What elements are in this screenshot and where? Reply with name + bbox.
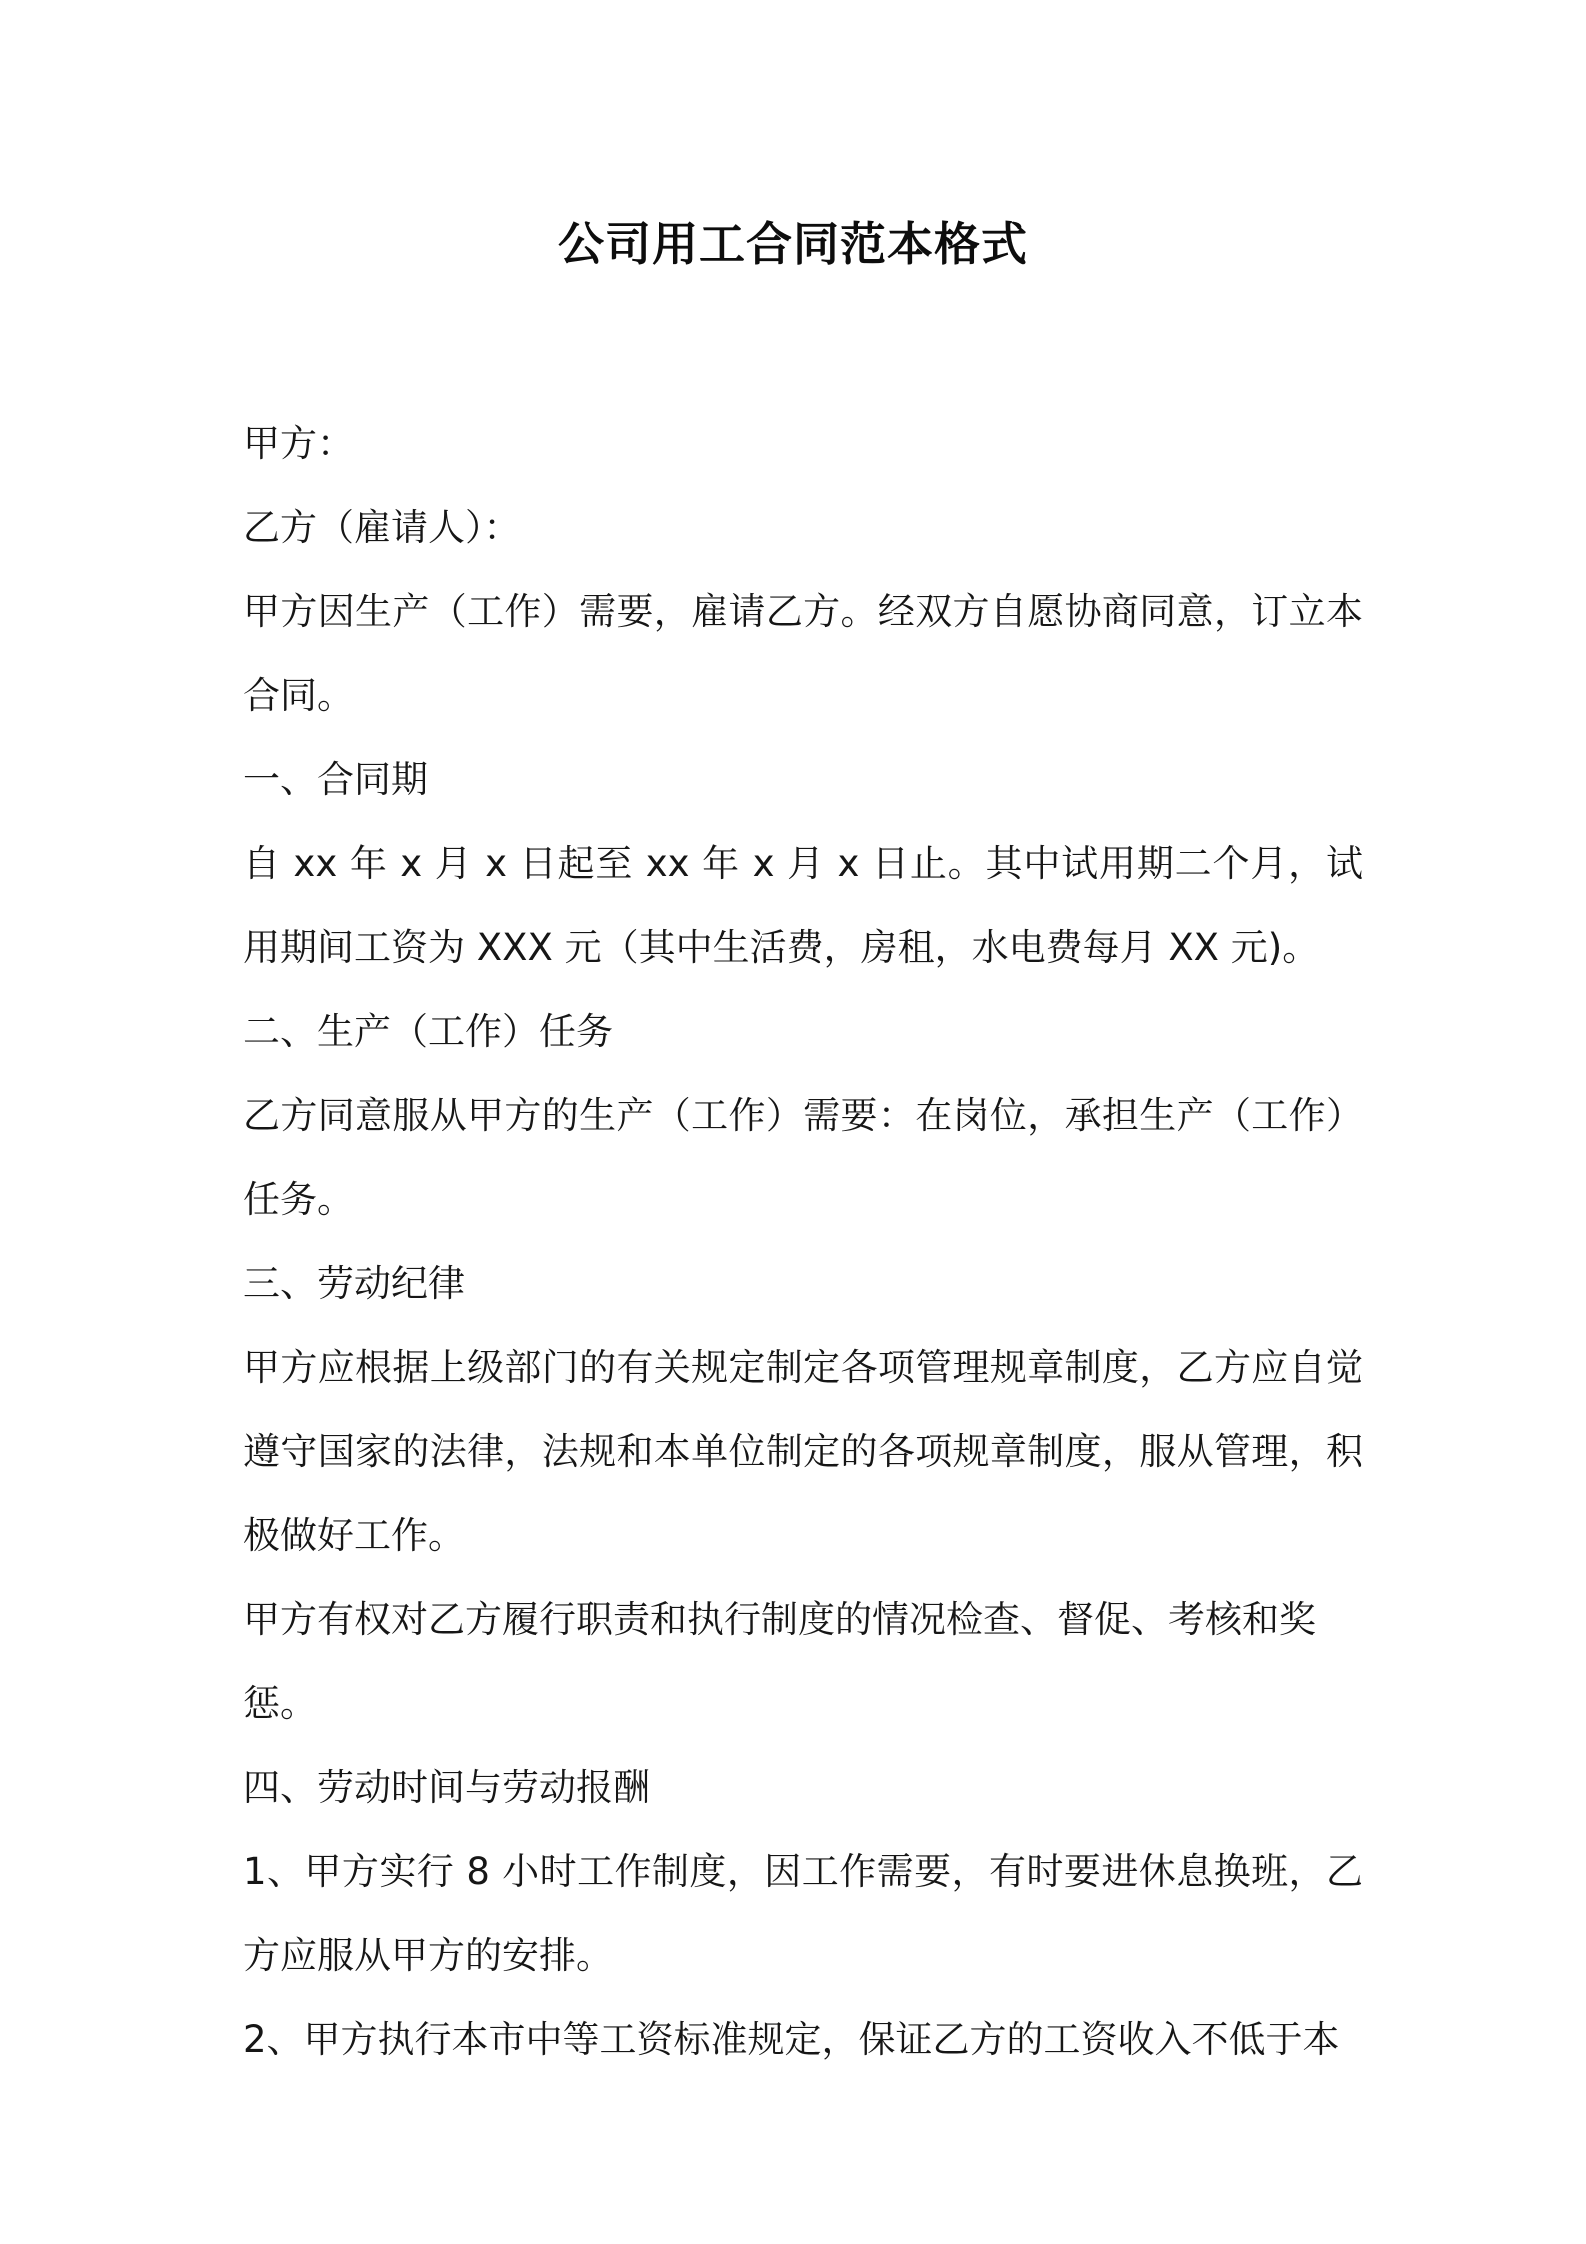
intro-paragraph: 甲方因生产（工作）需要，雇请乙方。经双方自愿协商同意，订立本合同。 (243, 590, 1363, 717)
document-body (243, 402, 1363, 2082)
inspection-paragraph: 甲方有权对乙方履行职责和执行制度的情况检查、督促、考核和奖惩。 (243, 1598, 1316, 1725)
hours-clause-1: 1、甲方实行 8 小时工作制度，因工作需要，有时要进休息换班，乙方应服从甲方的安排。 (243, 1850, 1363, 1977)
section-heading-labor-discipline: 三、劳动纪律 (243, 1262, 465, 1305)
contract-term-paragraph: 自 xx 年 x 月 x 日起至 xx 年 x 月 x 日止。其中试用期二个月，试用期间工资为 XXX 元（其中生活费，房租，水电费每月 XX 元)。 (243, 842, 1363, 969)
section-heading-contract-term: 一、合同期 (243, 758, 428, 801)
pay-clause-2: 2、甲方执行本市中等工资标准规定，保证乙方的工资收入不低于本 (243, 2018, 1340, 2061)
section-heading-hours-pay: 四、劳动时间与劳动报酬 (243, 1766, 650, 1809)
section-heading-work-tasks: 二、生产（工作）任务 (243, 1010, 613, 1053)
party-b-line: 乙方（雇请人）： (243, 506, 521, 549)
document-title: 公司用工合同范本格式 (558, 217, 1028, 271)
party-a-line: 甲方： (243, 422, 354, 465)
work-tasks-paragraph: 乙方同意服从甲方的生产（工作）需要：在岗位，承担生产（工作）任务。 (243, 1094, 1363, 1221)
labor-discipline-paragraph: 甲方应根据上级部门的有关规定制定各项管理规章制度，乙方应自觉遵守国家的法律，法规和本单位制定的各项规章制度，服从管理，积极做好工作。 (243, 1346, 1363, 1557)
